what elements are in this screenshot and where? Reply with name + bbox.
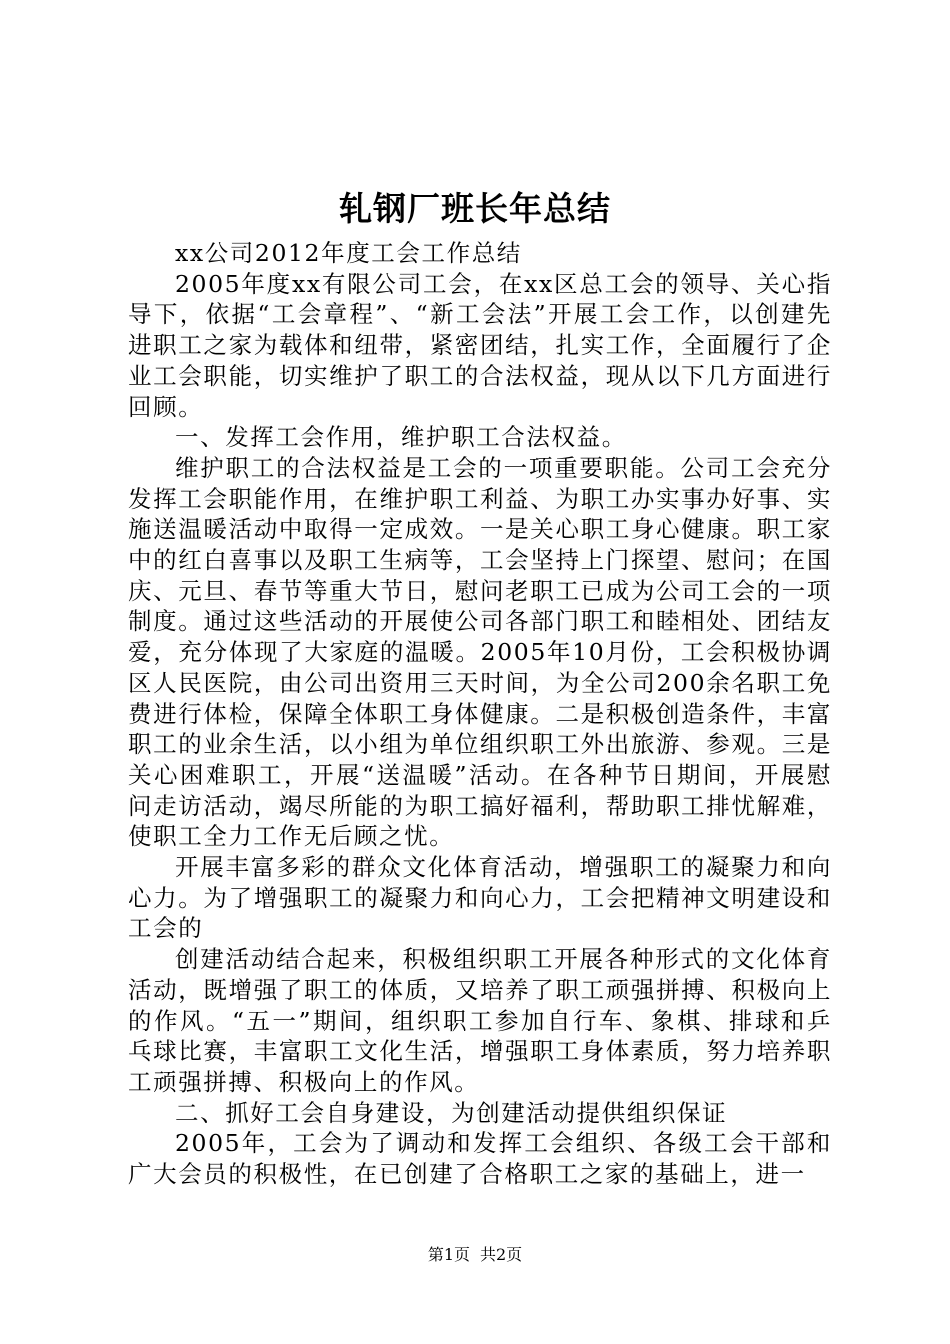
paragraph-rights: 维护职工的合法权益是工会的一项重要职能。公司工会充分发挥工会职能作用，在维护职工利益、为职工办实事办好事、实施送温暖活动中取得一定成效。一是关心职工身心健康。职工家中的红白喜事以及职工生病等，工会坚持上门探望、慰问；在国庆、元旦、春节等重大节日，慰问老职工已成为公司工会的一项制度。通过这些活动的开展使公司各部门职工和睦相处、团结友爱，充分体现了大家庭的温暖。2005年10月份，工会积极协调区人民医院，由公司出资用三天时间，为全公司200余名职工免费进行体检，保障全体职工身体健康。二是积极创造条件，丰富职工的业余生活，以小组为单位组织职工外出旅游、参观。三是关心困难职工，开展“送温暖”活动。在各种节日期间，开展慰问走访活动，竭尽所能的为职工搞好福利，帮助职工排忧解难，使职工全力工作无后顾之忧。 bbox=[128, 453, 832, 851]
paragraph-2005: 2005年，工会为了调动和发挥工会组织、各级工会干部和广大会员的积极性，在已创建了合格职工之家的基础上，进一 bbox=[128, 1129, 832, 1189]
section-heading-1: 一、发挥工会作用，维护职工合法权益。 bbox=[175, 423, 627, 452]
paragraph-culture: 开展丰富多彩的群众文化体育活动，增强职工的凝聚力和向心力。为了增强职工的凝聚力和向心力，工会把精神文明建设和工会的 bbox=[128, 853, 832, 943]
section-heading-2: 二、抓好工会自身建设，为创建活动提供组织保证 bbox=[175, 1098, 728, 1127]
document-title: 轧钢厂班长年总结 bbox=[339, 189, 611, 228]
paragraph-subtitle: xx公司2012年度工会工作总结 bbox=[175, 239, 522, 267]
document-body bbox=[128, 238, 832, 1190]
page-number: 第1页 bbox=[427, 1245, 470, 1264]
page-footer bbox=[0, 1244, 950, 1266]
paragraph-intro: 2005年度xx有限公司工会，在xx区总工会的领导、关心指导下，依据“工会章程”、“新工会法”开展工会工作，以创建先进职工之家为载体和纽带，紧密团结，扎实工作，全面履行了企业工会职能，切实维护了职工的合法权益，现从以下几方面进行回顾。 bbox=[128, 269, 832, 421]
paragraph-activities: 创建活动结合起来，积极组织职工开展各种形式的文化体育活动，既增强了职工的体质，又培养了职工顽强拼搏、积极向上的作风。“五一”期间，组织职工参加自行车、象棋、排球和乒乓球比赛，丰富职工文化生活，增强职工身体素质，努力培养职工顽强拼搏、积极向上的作风。 bbox=[128, 945, 832, 1096]
page-total: 共2页 bbox=[480, 1245, 523, 1264]
